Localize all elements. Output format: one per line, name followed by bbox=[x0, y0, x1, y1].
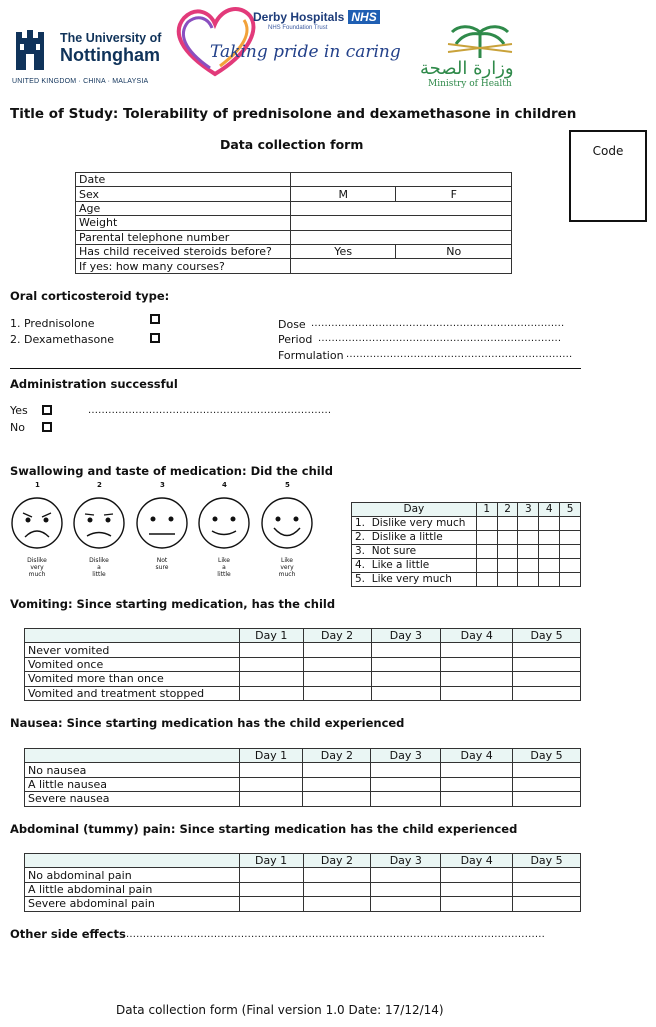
row-label: Parental telephone number bbox=[76, 230, 291, 244]
cell[interactable] bbox=[371, 643, 441, 657]
row-label bbox=[352, 517, 477, 531]
input-cell[interactable] bbox=[290, 201, 511, 215]
row-label: Weight bbox=[76, 216, 291, 230]
derby-tagline: Taking pride in caring bbox=[210, 42, 401, 62]
face-number-5: 5 bbox=[285, 481, 290, 489]
cell[interactable] bbox=[371, 657, 441, 671]
cell[interactable] bbox=[303, 686, 371, 700]
cell[interactable] bbox=[513, 763, 581, 777]
column-header: 4 bbox=[539, 503, 560, 517]
cell[interactable] bbox=[303, 643, 371, 657]
cell[interactable] bbox=[539, 573, 560, 587]
cell[interactable] bbox=[239, 792, 303, 806]
cell[interactable] bbox=[303, 777, 371, 791]
cell[interactable] bbox=[476, 559, 497, 573]
section-divider bbox=[10, 368, 581, 369]
table-row bbox=[76, 259, 512, 273]
cell[interactable] bbox=[441, 763, 513, 777]
row-text: Dislike a little bbox=[371, 531, 443, 543]
column-header: Day 4 bbox=[441, 854, 513, 868]
row-label: No abdominal pain bbox=[25, 868, 240, 882]
abdominal-heading: Abdominal (tummy) pain: Since starting medication has the child experienced bbox=[10, 822, 518, 836]
input-cell[interactable] bbox=[290, 173, 511, 187]
vomiting-heading: Vomiting: Since starting medication, has the child bbox=[10, 597, 336, 611]
column-header: Day 5 bbox=[513, 629, 581, 643]
face-like-very-much-icon bbox=[262, 498, 312, 548]
column-header: Day 2 bbox=[303, 854, 371, 868]
nottingham-subtitle: UNITED KINGDOM · CHINA · MALAYSIA bbox=[12, 78, 149, 85]
cell[interactable] bbox=[560, 531, 581, 545]
column-header: Day 1 bbox=[239, 629, 303, 643]
face-not-sure-icon bbox=[137, 498, 187, 548]
table-row bbox=[352, 531, 581, 545]
administration-yes-checkbox[interactable] bbox=[42, 405, 52, 415]
option-dexamethasone: 2. Dexamethasone bbox=[10, 333, 114, 346]
row-number: 4. bbox=[355, 559, 366, 571]
table-row bbox=[76, 216, 512, 230]
row-label: Sex bbox=[76, 187, 291, 201]
row-label bbox=[352, 573, 477, 587]
face-label-line: Not bbox=[156, 557, 168, 564]
table-row bbox=[76, 244, 512, 258]
row-text: Dislike very much bbox=[371, 517, 466, 529]
administration-yes-label: Yes bbox=[10, 404, 28, 417]
table-header-row bbox=[25, 629, 581, 643]
row-text: Like a little bbox=[371, 559, 430, 571]
cell[interactable] bbox=[497, 531, 518, 545]
cell[interactable] bbox=[539, 559, 560, 573]
row-label: Age bbox=[76, 201, 291, 215]
row-label: Vomited and treatment stopped bbox=[25, 686, 240, 700]
face-label-line: much bbox=[28, 571, 46, 578]
cell[interactable] bbox=[476, 573, 497, 587]
face-label-line: a bbox=[97, 564, 101, 571]
cell[interactable] bbox=[239, 657, 303, 671]
column-header: Day 3 bbox=[371, 629, 441, 643]
cell[interactable] bbox=[303, 868, 371, 882]
column-header: Day 5 bbox=[513, 854, 581, 868]
nausea-table bbox=[24, 748, 581, 807]
cell[interactable] bbox=[518, 545, 539, 559]
cell[interactable] bbox=[303, 672, 371, 686]
study-title: Title of Study: Tolerability of prednisolone and dexamethasone in children bbox=[10, 106, 577, 122]
cell[interactable] bbox=[518, 573, 539, 587]
column-header-blank bbox=[25, 749, 240, 763]
column-header: 2 bbox=[497, 503, 518, 517]
row-label: Date bbox=[76, 173, 291, 187]
cell[interactable] bbox=[497, 559, 518, 573]
face-label-1 bbox=[12, 557, 62, 578]
column-header: Day 1 bbox=[239, 749, 303, 763]
column-header: 5 bbox=[560, 503, 581, 517]
cell[interactable] bbox=[513, 897, 581, 911]
face-label-line: very bbox=[280, 564, 294, 571]
cell[interactable] bbox=[239, 686, 303, 700]
cell[interactable] bbox=[513, 643, 581, 657]
swallowing-scale-table bbox=[351, 502, 581, 587]
dose-label: Dose bbox=[278, 318, 306, 331]
cell[interactable] bbox=[476, 545, 497, 559]
input-cell[interactable] bbox=[290, 259, 511, 273]
face-label-line: little bbox=[217, 571, 231, 578]
footer-version: Data collection form (Final version 1.0 Date: 17/12/14) bbox=[116, 1003, 444, 1017]
derby-trust-subtitle: NHS Foundation Trust bbox=[268, 25, 328, 31]
oral-heading: Oral corticosteroid type: bbox=[10, 289, 170, 303]
table-header-row bbox=[25, 854, 581, 868]
column-header: Day 4 bbox=[441, 629, 513, 643]
derby-name-text: Derby Hospitals bbox=[253, 10, 345, 24]
face-number-4: 4 bbox=[222, 481, 227, 489]
face-label-5 bbox=[262, 557, 312, 578]
cell[interactable] bbox=[239, 777, 303, 791]
row-label: Vomited more than once bbox=[25, 672, 240, 686]
administration-heading: Administration successful bbox=[10, 377, 178, 391]
face-number-2: 2 bbox=[97, 481, 102, 489]
nausea-heading: Nausea: Since starting medication has the child experienced bbox=[10, 716, 405, 730]
abdominal-table bbox=[24, 853, 581, 912]
cell[interactable] bbox=[513, 672, 581, 686]
face-label-line: very bbox=[30, 564, 44, 571]
dexamethasone-checkbox[interactable] bbox=[150, 333, 160, 343]
row-label: A little abdominal pain bbox=[25, 882, 240, 896]
cell[interactable] bbox=[476, 517, 497, 531]
nottingham-logo bbox=[12, 28, 182, 90]
face-like-a-little-icon bbox=[199, 498, 249, 548]
formulation-label: Formulation bbox=[278, 349, 344, 362]
table-row bbox=[352, 517, 581, 531]
administration-notes-field[interactable]: ........................................................................ bbox=[88, 405, 332, 416]
cell[interactable] bbox=[441, 777, 513, 791]
cell[interactable] bbox=[239, 882, 303, 896]
form-title: Data collection form bbox=[220, 137, 364, 152]
cell[interactable] bbox=[303, 657, 371, 671]
cell[interactable] bbox=[441, 686, 513, 700]
cell[interactable] bbox=[560, 573, 581, 587]
cell[interactable] bbox=[441, 882, 513, 896]
column-header: Day 2 bbox=[303, 629, 371, 643]
cell[interactable] bbox=[303, 792, 371, 806]
period-field[interactable]: ........................................................................ bbox=[318, 333, 562, 344]
table-row bbox=[352, 573, 581, 587]
face-number-3: 3 bbox=[160, 481, 165, 489]
row-label bbox=[352, 531, 477, 545]
row-label: Vomited once bbox=[25, 657, 240, 671]
cell[interactable] bbox=[513, 686, 581, 700]
column-header: Day bbox=[352, 503, 477, 517]
face-label-line: Dislike bbox=[27, 557, 47, 564]
dose-field[interactable]: ........................................................................... bbox=[311, 318, 565, 329]
cell[interactable] bbox=[303, 897, 371, 911]
row-label: No nausea bbox=[25, 763, 240, 777]
table-row bbox=[76, 187, 512, 201]
cell[interactable] bbox=[513, 657, 581, 671]
cell[interactable] bbox=[371, 686, 441, 700]
face-label-line: sure bbox=[155, 564, 169, 571]
input-cell[interactable] bbox=[290, 216, 511, 230]
cell[interactable] bbox=[239, 897, 303, 911]
column-header: Day 3 bbox=[371, 749, 441, 763]
face-number-1: 1 bbox=[35, 481, 40, 489]
input-cell[interactable] bbox=[290, 230, 511, 244]
table-row bbox=[25, 777, 581, 791]
administration-no-label: No bbox=[10, 421, 25, 434]
row-label: Severe abdominal pain bbox=[25, 897, 240, 911]
face-label-line: Dislike bbox=[89, 557, 109, 564]
formulation-field[interactable]: ................................................................... bbox=[346, 349, 573, 360]
cell[interactable] bbox=[497, 517, 518, 531]
table-row bbox=[25, 897, 581, 911]
cell[interactable] bbox=[560, 559, 581, 573]
nottingham-line2: Nottingham bbox=[60, 45, 160, 65]
nottingham-wordmark bbox=[60, 30, 161, 64]
column-header: Day 4 bbox=[441, 749, 513, 763]
cell[interactable] bbox=[513, 882, 581, 896]
cell[interactable] bbox=[371, 763, 441, 777]
prednisolone-checkbox[interactable] bbox=[150, 314, 160, 324]
other-side-effects-field[interactable]: ............................................................................................................................ bbox=[126, 929, 545, 940]
cell[interactable] bbox=[518, 559, 539, 573]
face-dislike-very-much-icon bbox=[12, 498, 62, 548]
cell[interactable] bbox=[239, 763, 303, 777]
row-label: Never vomited bbox=[25, 643, 240, 657]
cell[interactable] bbox=[518, 531, 539, 545]
derby-hospitals-name bbox=[253, 10, 380, 24]
faces-scale bbox=[10, 497, 316, 551]
cell[interactable] bbox=[371, 897, 441, 911]
cell[interactable] bbox=[441, 643, 513, 657]
table-row bbox=[76, 201, 512, 215]
face-label-line: little bbox=[92, 571, 106, 578]
column-header: Day 2 bbox=[303, 749, 371, 763]
cell[interactable] bbox=[441, 897, 513, 911]
steroids-option-yes[interactable]: Yes bbox=[290, 244, 396, 258]
cell[interactable] bbox=[239, 643, 303, 657]
table-row bbox=[76, 173, 512, 187]
table-row bbox=[76, 230, 512, 244]
cell[interactable] bbox=[497, 545, 518, 559]
face-label-4 bbox=[199, 557, 249, 578]
other-side-effects-label: Other side effects bbox=[10, 927, 126, 941]
cell[interactable] bbox=[441, 868, 513, 882]
code-label: Code bbox=[592, 144, 624, 158]
cell[interactable] bbox=[371, 777, 441, 791]
cell[interactable] bbox=[441, 657, 513, 671]
sex-option-f[interactable]: F bbox=[396, 187, 512, 201]
cell[interactable] bbox=[371, 792, 441, 806]
row-label bbox=[352, 545, 477, 559]
swallowing-heading: Swallowing and taste of medication: Did the child bbox=[10, 464, 333, 478]
option-prednisolone: 1. Prednisolone bbox=[10, 317, 95, 330]
table-row bbox=[25, 868, 581, 882]
sex-option-m[interactable]: M bbox=[290, 187, 396, 201]
ministry-english-name: Ministry of Health bbox=[428, 79, 512, 89]
cell[interactable] bbox=[239, 868, 303, 882]
column-header: 3 bbox=[518, 503, 539, 517]
row-text: Not sure bbox=[371, 545, 417, 557]
cell[interactable] bbox=[497, 573, 518, 587]
column-header: Day 3 bbox=[371, 854, 441, 868]
cell[interactable] bbox=[476, 531, 497, 545]
administration-no-checkbox[interactable] bbox=[42, 422, 52, 432]
row-label: If yes: how many courses? bbox=[76, 259, 291, 273]
table-row bbox=[25, 657, 581, 671]
row-label: Has child received steroids before? bbox=[76, 244, 291, 258]
row-label: Severe nausea bbox=[25, 792, 240, 806]
row-label: A little nausea bbox=[25, 777, 240, 791]
ministry-arabic-name: وزارة الصحة bbox=[420, 58, 514, 79]
table-row bbox=[25, 672, 581, 686]
row-number: 3. bbox=[355, 545, 366, 557]
table-row bbox=[25, 792, 581, 806]
cell[interactable] bbox=[371, 882, 441, 896]
nottingham-line1: The University of bbox=[60, 31, 162, 45]
table-row bbox=[25, 643, 581, 657]
face-label-line: much bbox=[278, 571, 296, 578]
table-row bbox=[352, 545, 581, 559]
cell[interactable] bbox=[513, 792, 581, 806]
cell[interactable] bbox=[539, 517, 560, 531]
row-number: 5. bbox=[355, 573, 366, 585]
table-row bbox=[25, 763, 581, 777]
face-label-line: a bbox=[222, 564, 226, 571]
row-label bbox=[352, 559, 477, 573]
cell[interactable] bbox=[560, 517, 581, 531]
cell[interactable] bbox=[441, 792, 513, 806]
vomiting-table bbox=[24, 628, 581, 701]
table-row bbox=[352, 559, 581, 573]
nhs-badge: NHS bbox=[348, 10, 379, 24]
face-label-line: Like bbox=[281, 557, 293, 564]
cell[interactable] bbox=[518, 517, 539, 531]
ministry-palm-icon bbox=[440, 22, 520, 60]
face-label-2 bbox=[74, 557, 124, 578]
column-header: 1 bbox=[476, 503, 497, 517]
column-header: Day 1 bbox=[239, 854, 303, 868]
row-text: Like very much bbox=[371, 573, 452, 585]
cell[interactable] bbox=[239, 672, 303, 686]
column-header: Day 5 bbox=[513, 749, 581, 763]
cell[interactable] bbox=[441, 672, 513, 686]
table-row bbox=[25, 686, 581, 700]
demographics-table bbox=[75, 172, 512, 274]
column-header-blank bbox=[25, 854, 240, 868]
code-box[interactable] bbox=[569, 130, 647, 222]
period-label: Period bbox=[278, 333, 313, 346]
cell[interactable] bbox=[371, 868, 441, 882]
cell[interactable] bbox=[539, 545, 560, 559]
nottingham-crest-icon bbox=[12, 28, 52, 72]
table-header-row bbox=[352, 503, 581, 517]
column-header-blank bbox=[25, 629, 240, 643]
steroids-option-no[interactable]: No bbox=[396, 244, 512, 258]
table-header-row bbox=[25, 749, 581, 763]
cell[interactable] bbox=[513, 777, 581, 791]
cell[interactable] bbox=[560, 545, 581, 559]
cell[interactable] bbox=[371, 672, 441, 686]
table-row bbox=[25, 882, 581, 896]
cell[interactable] bbox=[513, 868, 581, 882]
face-label-3 bbox=[137, 557, 187, 571]
cell[interactable] bbox=[303, 882, 371, 896]
face-label-line: Like bbox=[218, 557, 230, 564]
cell[interactable] bbox=[303, 763, 371, 777]
row-number: 2. bbox=[355, 531, 366, 543]
face-dislike-a-little-icon bbox=[74, 498, 124, 548]
row-number: 1. bbox=[355, 517, 366, 529]
cell[interactable] bbox=[539, 531, 560, 545]
